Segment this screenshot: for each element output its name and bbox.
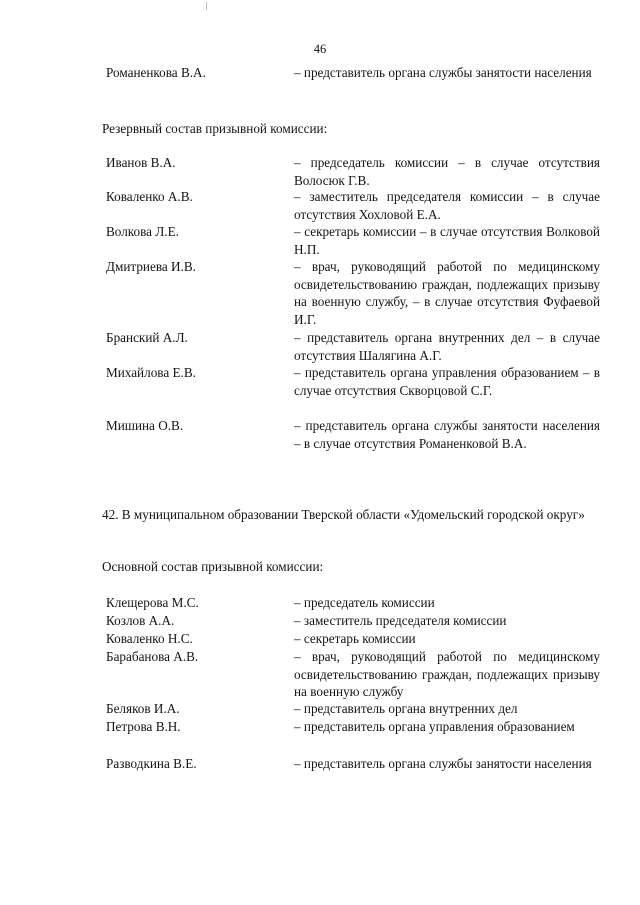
member-role: – представитель органа службы занятости населения — [294, 65, 592, 80]
member-name: Беляков И.А. — [106, 701, 180, 716]
member-name: Петрова В.Н. — [106, 719, 181, 734]
member-role: – заместитель председателя комиссии – в случае отсутствия Хохловой Е.А. — [294, 189, 600, 222]
member-name: Романенкова В.А. — [106, 65, 206, 80]
main-heading: Основной состав призывной комиссии: — [102, 559, 324, 574]
member-name: Коваленко Н.С. — [106, 631, 193, 646]
member-name: Барабанова А.В. — [106, 649, 199, 664]
member-name: Коваленко А.В. — [106, 189, 193, 204]
reserve-heading: Резервный состав призывной комиссии: — [102, 121, 328, 136]
member-name: Волкова Л.Е. — [106, 224, 179, 239]
member-role: – представитель органа управления образованием — [294, 719, 575, 734]
member-name: Дмитриева И.В. — [106, 259, 196, 274]
member-name: Разводкина В.Е. — [106, 756, 197, 771]
member-role: – представитель органа управления образованием – в случае отсутствия Скворцовой С.Г. — [294, 365, 600, 398]
member-role: – представитель органа службы занятости населения — [294, 756, 592, 771]
member-role: – представитель органа внутренних дел — [294, 701, 518, 716]
scan-artifact — [206, 2, 207, 10]
page-number: 46 — [313, 42, 327, 56]
member-name: Клещерова М.С. — [106, 595, 199, 610]
member-role: – врач, руководящий работой по медицинскому освидетельствованию граждан, подлежащих призыву на военную службу, – в случае отсутствия Фуфаевой И.Г. — [294, 259, 600, 327]
member-role: – председатель комиссии – в случае отсутствия Волосюк Г.В. — [294, 155, 600, 188]
section-title: 42. В муниципальном образовании Тверской области «Удомельский городской округ» — [102, 507, 585, 522]
member-role: – врач, руководящий работой по медицинскому освидетельствованию граждан, подлежащих призыву на военную службу — [294, 649, 600, 699]
member-role: – председатель комиссии — [294, 595, 435, 610]
member-role: – представитель органа службы занятости населения – в случае отсутствия Романенковой В.А. — [294, 418, 600, 451]
member-name: Михайлова Е.В. — [106, 365, 196, 380]
member-name: Бранский А.Л. — [106, 330, 188, 345]
member-name: Мишина О.В. — [106, 418, 184, 433]
member-name: Иванов В.А. — [106, 155, 176, 170]
member-role: – секретарь комиссии – в случае отсутствия Волковой Н.П. — [294, 224, 600, 257]
member-role: – секретарь комиссии — [294, 631, 416, 646]
member-role: – представитель органа внутренних дел – в случае отсутствия Шалягина А.Г. — [294, 330, 600, 363]
member-role: – заместитель председателя комиссии — [294, 613, 507, 628]
member-name: Козлов А.А. — [106, 613, 175, 628]
